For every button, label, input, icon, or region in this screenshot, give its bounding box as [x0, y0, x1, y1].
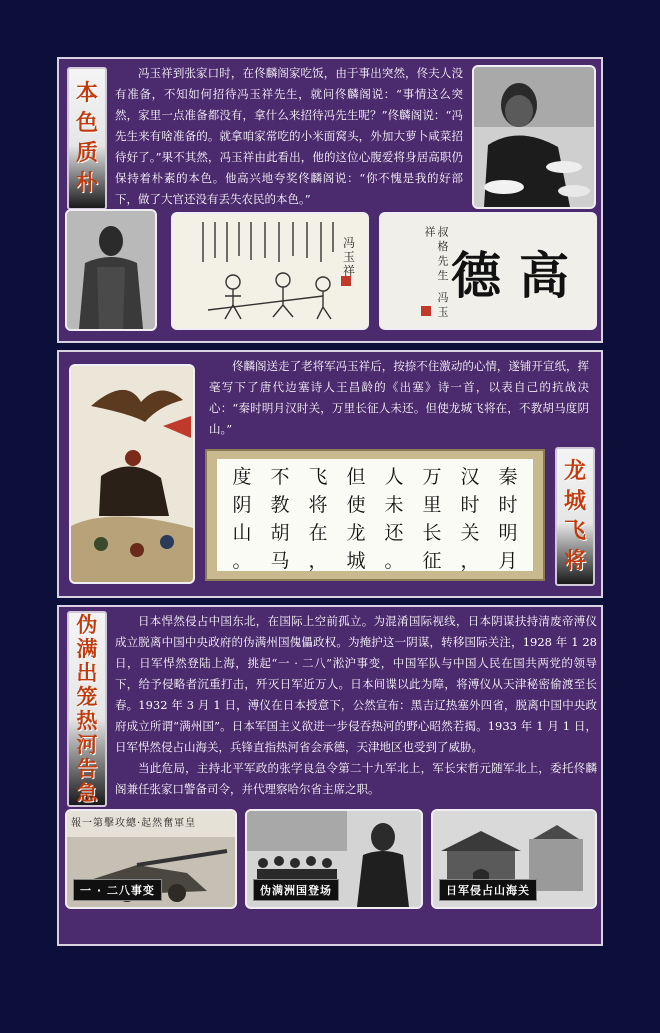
poem-char: ，	[460, 550, 480, 572]
poem-char: 时	[498, 494, 518, 516]
poem-char: 龙	[346, 522, 366, 544]
title-char: 热	[76, 709, 98, 733]
title-char: 城	[563, 488, 586, 514]
paragraph-text: 冯玉祥到张家口时，在佟麟阁家吃饭，由于事出突然，佟夫人没有准备，不知如何招待冯玉祥先生，就问佟麟阁说：“事情这么突然，家里一点准备都没有，拿什么来招待冯先生呢？”佟麟阁说：“冯先生来有啥准备的。就拿咱家常吃的小米面窝头，外加大萝卜咸菜招待好了。”果不其然，冯玉祥由此看出，他的这位心腹爱将身居高职仍保持着朴素的本色。他高兴地夸奖佟麟阁说：“你不愧是我的好部下，做了大官还没有丢失农民的本色。”	[115, 66, 463, 206]
section-title-vertical	[555, 447, 595, 586]
poem-char: 在	[308, 522, 328, 544]
caption-shanhai-pass: 日军侵占山海关	[439, 879, 537, 901]
paragraph-text-2: 当此危局，主持北平军政的张学良急令第二十九军北上，军长宋哲元随军北上，委托佟麟阁兼任张家口警备司令，并代理察哈尔省主席之职。	[115, 761, 597, 796]
story-paragraph	[115, 63, 463, 210]
poem-char: 。	[384, 550, 404, 572]
history-paragraph	[115, 611, 597, 800]
title-char: 将	[563, 548, 586, 574]
title-char: 满	[76, 637, 98, 661]
poem-char: 人	[384, 466, 404, 488]
poem-char: 未	[384, 494, 404, 516]
poem-char: 万	[422, 466, 442, 488]
poem-char: 不	[270, 466, 290, 488]
calligraphy-characters: 高德	[451, 246, 587, 305]
title-char: 本	[75, 80, 98, 106]
title-char: 告	[76, 757, 98, 781]
poem-char: 时	[460, 494, 480, 516]
section-plain-nature	[57, 57, 603, 343]
poem-text	[217, 459, 533, 571]
poem-char: 山	[232, 522, 252, 544]
battle-painting	[69, 364, 195, 584]
poem-scroll	[205, 449, 545, 581]
title-char: 龙	[563, 458, 586, 484]
poem-char: 使	[346, 494, 366, 516]
poem-char: 度	[232, 466, 252, 488]
poem-char: 教	[270, 494, 290, 516]
photo-shanhai-pass	[431, 809, 597, 909]
poem-column	[384, 463, 404, 572]
poem-column	[460, 463, 480, 572]
section-flying-general	[57, 350, 603, 598]
poem-char: 关	[460, 522, 480, 544]
poem-column	[346, 463, 366, 572]
title-char: 河	[76, 733, 98, 757]
poem-char: 秦	[498, 466, 518, 488]
poem-column	[422, 463, 442, 572]
poem-char: 还	[384, 522, 404, 544]
photo-manchukuo-debut	[245, 809, 423, 909]
poem-char: 将	[308, 494, 328, 516]
title-char: 急	[76, 781, 98, 805]
poem-column	[308, 463, 328, 572]
story-paragraph	[209, 356, 589, 440]
poem-char: 里	[422, 494, 442, 516]
poem-char: 征	[422, 550, 442, 572]
title-char: 伪	[76, 613, 98, 637]
calligraphy-inscription: 叔 格 先 生 冯 玉 祥	[423, 226, 449, 317]
poem-column	[232, 463, 252, 572]
section-title-vertical	[67, 67, 107, 210]
poem-char: 城	[346, 550, 366, 572]
poem-column	[498, 463, 518, 572]
poem-char: ，	[308, 550, 328, 572]
section-title-vertical	[67, 611, 107, 807]
title-char: 飞	[563, 518, 586, 544]
poem-char: 飞	[308, 466, 328, 488]
poem-char: 长	[422, 522, 442, 544]
title-char: 朴	[75, 170, 98, 196]
poem-char: 胡	[270, 522, 290, 544]
poem-char: 阴	[232, 494, 252, 516]
poem-char: 汉	[460, 466, 480, 488]
title-char: 色	[75, 110, 98, 136]
photo-tong-linge-portrait	[65, 209, 157, 331]
title-char: 笼	[76, 685, 98, 709]
caption-january-28: 一 · 二八事变	[73, 879, 162, 901]
paragraph-text: 佟麟阁送走了老将军冯玉祥后，按捺不住激动的心情，遂铺开宣纸，挥毫写下了唐代边塞诗人王昌龄的《出塞》诗一首，以表自己的抗战决心：“秦时明月汉时关，万里长征人未还。但使龙城飞将在，不教胡马度阴山。”	[209, 359, 589, 436]
poem-char: 但	[346, 466, 366, 488]
painting-signature: 冯玉祥	[343, 236, 356, 278]
title-char: 出	[76, 661, 98, 685]
feng-yuxiang-painting	[171, 212, 369, 330]
photo-feng-yuxiang-meal	[472, 65, 596, 209]
photo-january-28-incident	[65, 809, 237, 909]
poem-char: 。	[232, 550, 252, 572]
poem-char: 明	[498, 522, 518, 544]
poem-column	[270, 463, 290, 572]
title-char: 质	[75, 140, 98, 166]
calligraphy-scroll	[379, 212, 597, 330]
paragraph-text-1: 日本悍然侵占中国东北，在国际上空前孤立。为混淆国际视线，日本阴谋扶持清废帝溥仪成立脱离中国中央政府的伪满州国傀儡政权。为掩护这一阴谋，转移国际关注，1928 年 1 28 日，日军悍然登陆上海，挑起“一 · 二八”淞沪事变，中国军队与中国人民在国共两党的领导下，给予侵略者沉重打击，歼灭日军近万人。日本间谍以此为障，将溥仪从天津秘密偷渡至长春。1932 年 3 月 1 日，溥仪在日本授意下，公然宣布：黑吉辽热塞外四省，脱离中国中央政府成立所谓“满州国”。日本军国主义欲进一步侵吞热河的野心昭然若揭。1933 年 1 月 1 日，日军悍然侵占山海关，兵锋直指热河省会承德，天津地区也受到了威胁。	[115, 614, 597, 754]
newspaper-headline: 報一第擊攻總·起然奮軍皇	[71, 818, 197, 829]
poem-char: 月	[498, 550, 518, 572]
caption-manchukuo: 伪满洲国登场	[253, 879, 339, 901]
seal-stamp	[421, 306, 431, 316]
poem-char: 马	[270, 550, 290, 572]
section-manchukuo-rehe	[57, 605, 603, 946]
